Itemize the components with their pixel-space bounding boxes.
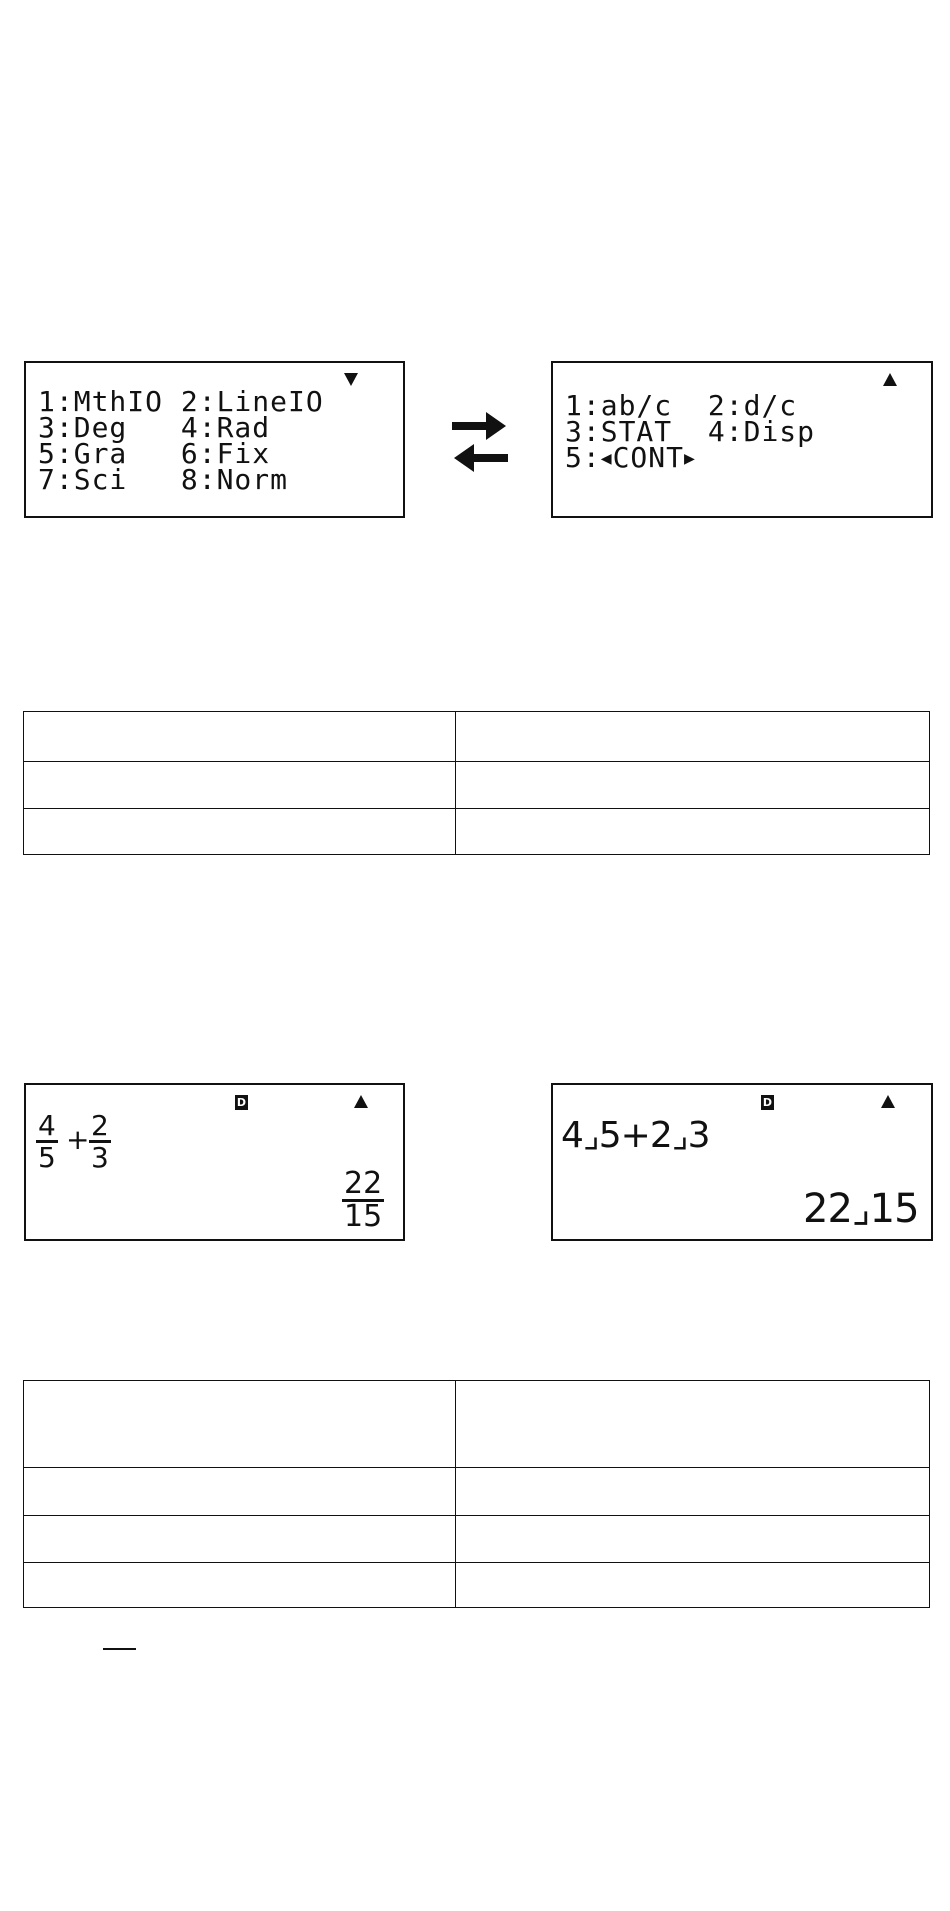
table-2	[23, 1380, 930, 1608]
setup-screen-2	[551, 361, 933, 518]
table-row	[24, 1563, 930, 1608]
right-left-arrows-icon	[450, 406, 510, 478]
scroll-up-indicator-icon	[883, 373, 897, 386]
table-cell	[456, 712, 930, 762]
left-triangle-icon: ◀	[600, 448, 613, 469]
numerator: 2	[91, 1109, 109, 1142]
left-arrow-icon	[454, 444, 508, 472]
result-numerator: 22	[344, 1166, 383, 1201]
right-triangle-icon: ▶	[684, 448, 696, 469]
degree-indicator: D	[762, 1096, 773, 1109]
scroll-up-indicator-icon	[881, 1095, 895, 1108]
result-fraction	[342, 1166, 384, 1234]
fraction-2-3	[89, 1111, 111, 1172]
table-cell	[24, 762, 456, 809]
scroll-up-indicator-icon	[354, 1095, 368, 1108]
menu-item-d-c: 2:d/c	[707, 389, 798, 422]
table-row	[24, 762, 930, 809]
table-cell	[24, 1468, 456, 1516]
setup-screen-1	[24, 361, 405, 518]
table-cell	[24, 1563, 456, 1608]
menu-item-ab-c: 1:ab/c	[565, 389, 673, 422]
menu-item-cont: CONT	[612, 441, 684, 474]
table-row	[24, 809, 930, 855]
line-mode-screen	[551, 1083, 933, 1241]
table-cell	[456, 1381, 930, 1468]
denominator: 3	[91, 1141, 109, 1174]
right-arrow-icon	[452, 412, 506, 440]
table-cell	[456, 809, 930, 855]
table-cell	[24, 809, 456, 855]
table-cell	[456, 1516, 930, 1563]
scroll-down-indicator-icon	[344, 373, 358, 386]
table-row	[24, 1468, 930, 1516]
denominator: 5	[38, 1141, 56, 1174]
table-cell	[24, 1516, 456, 1563]
menu-item-stat: 3:STAT	[565, 415, 673, 448]
setup2-line-3	[565, 441, 696, 474]
overline-mark	[103, 1648, 136, 1650]
table-cell	[24, 712, 456, 762]
table-cell	[24, 1381, 456, 1468]
table-cell	[456, 1468, 930, 1516]
table-row	[24, 1381, 930, 1468]
setup-line-3: 5:Gra 6:Fix	[38, 437, 271, 470]
linear-expression: 4⌟5+2⌟3	[561, 1115, 710, 1156]
menu-item-disp: 4:Disp	[707, 415, 816, 448]
plus-operator: +	[66, 1123, 90, 1156]
setup-line-2: 3:Deg 4:Rad	[38, 411, 271, 444]
setup-line-4: 7:Sci 8:Norm	[38, 463, 289, 496]
numerator: 4	[38, 1109, 56, 1142]
table-row	[24, 1516, 930, 1563]
fraction-4-5	[36, 1111, 58, 1172]
table-cell	[456, 1563, 930, 1608]
setup-line-1: 1:MthIO 2:LineIO	[38, 385, 324, 418]
result-denominator: 15	[344, 1199, 383, 1234]
menu-item-number: 5:	[565, 441, 601, 474]
math-mode-screen	[24, 1083, 405, 1241]
table-1	[23, 711, 930, 855]
table-row	[24, 712, 930, 762]
degree-indicator: D	[236, 1096, 247, 1109]
linear-result: 22⌟15	[803, 1186, 919, 1232]
table-cell	[456, 762, 930, 809]
setup2-line-2	[565, 415, 816, 448]
